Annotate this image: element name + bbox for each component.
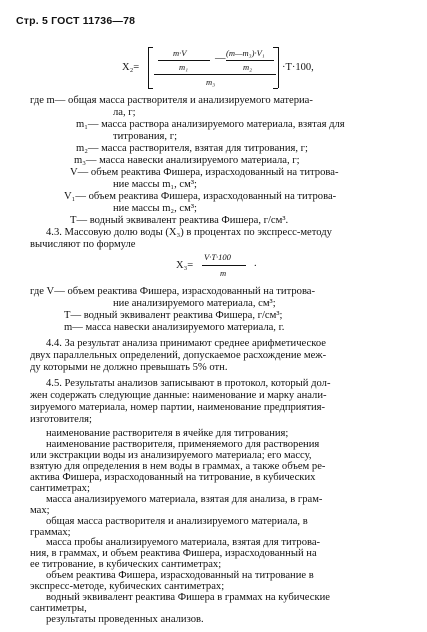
text-line: ние анализируемого материала, см³;	[113, 298, 276, 309]
page-header: Стр. 5 ГОСТ 11736—78	[16, 15, 136, 27]
bracket-right-top	[273, 47, 278, 48]
text-line: 4.5. Результаты анализов записывают в протокол, который дол-	[46, 378, 331, 389]
text-line: ду которыми не должно превышать 5% отн.	[30, 362, 228, 373]
bracket-left	[148, 47, 149, 88]
fraction-bar-main	[154, 74, 276, 75]
text-line: водный эквивалент реактива Фишера в граммах на кубические	[46, 592, 330, 604]
fraction-bar-right	[226, 60, 274, 61]
formula-x2-num-left: m·V	[173, 48, 187, 58]
fraction-bar-left	[158, 60, 210, 61]
text-line: наименование растворителя в ячейке для титрования;	[46, 428, 289, 439]
text-line: сантиметрах;	[30, 482, 90, 494]
text-line: взятую для определения в нем воды в граммах, а также объем ре-	[30, 460, 326, 472]
text-line: активa Фишера, израсходованный на титрование, в кубических	[30, 471, 316, 483]
text-line: T— водный эквивалент реактива Фишера, г/см³;	[64, 310, 283, 321]
formula-x2-tail: ·T·100,	[282, 62, 314, 73]
text-line: m₃— масса навески анализируемого материала, г;	[74, 155, 300, 166]
text-line: двух параллельных определений, допускаемое расхождение меж-	[30, 350, 327, 361]
text-line: 4.4. За результат анализа принимают среднее арифметическое	[46, 338, 326, 349]
text-line: граммах;	[30, 526, 71, 538]
text-line: мах;	[30, 504, 50, 516]
bracket-left-top	[148, 47, 153, 48]
text-line: V₁— объем реактива Фишера, израсходованный на титрова-	[64, 191, 337, 202]
text-line: объем реактива Фишера, израсходованный на титрование в	[46, 570, 314, 582]
text-line: где m— общая масса растворителя и анализируемого материа-	[30, 95, 313, 106]
text-line: ла, г;	[113, 107, 136, 118]
text-line: зируемого материала, номер партии, наименование предприятия-	[30, 402, 326, 413]
text-line: масса анализируемого материала, взятая для анализа, в грам-	[46, 493, 323, 505]
bracket-right-bottom	[273, 88, 278, 89]
text-line: где V— объем реактива Фишера, израсходованный на титрова-	[30, 286, 316, 297]
bracket-right	[278, 47, 279, 88]
text-line: T— водный эквивалент реактива Фишера, г/см³.	[70, 215, 289, 226]
text-line: изготовителя;	[30, 414, 92, 425]
text-line: жен содержать следующие данные: наименование и марку анали-	[30, 390, 327, 401]
formula-x3-numerator: V·T·100	[204, 252, 231, 262]
formula-x2-num-right: (m—m₃)·V₁	[226, 48, 265, 58]
formula-x3-denominator: m	[220, 268, 227, 278]
formula-x2-den-left: m₁	[179, 62, 189, 72]
text-line: ния, в граммах, и объем реактива Фишера, израсходованный на	[30, 548, 317, 560]
fraction-bar-x3	[202, 265, 246, 266]
text-line: ние массы m₁, см³;	[113, 179, 197, 190]
text-line: результаты проведенных анализов.	[46, 614, 204, 625]
text-line: титрования, г;	[113, 131, 178, 142]
text-line: общая масса растворителя и анализируемого материала, в	[46, 515, 308, 527]
formula-x2-minus: —	[215, 53, 226, 64]
formula-x2-den-bottom: m₃	[206, 77, 216, 87]
formula-x2-lhs: X₂=	[122, 62, 140, 73]
text-line: ние массы m₂, см³;	[113, 203, 197, 214]
text-line: масса пробы анализируемого материала, взятая для титрова-	[46, 537, 321, 549]
text-line: наименование растворителя, применяемого для растворения	[46, 438, 320, 450]
formula-x2-den-right: m₂	[243, 62, 253, 72]
text-line: сантиметры,	[30, 603, 87, 615]
text-line: m₂— масса растворителя, взятая для титрования, г;	[76, 143, 308, 154]
text-line: m₁— масса раствора анализируемого материала, взятая для	[76, 119, 345, 130]
formula-x3-tail: .	[254, 258, 257, 269]
text-line: 4.3. Массовую долю воды (X₃) в процентах по экспресс-методу	[46, 227, 332, 238]
formula-x3-lhs: X₃=	[176, 260, 194, 271]
text-line: m— масса навески анализируемого материала, г.	[64, 322, 285, 333]
text-line: вычисляют по формуле	[30, 239, 136, 250]
text-line: V— объем реактива Фишера, израсходованный на титрова-	[70, 167, 339, 178]
text-line: ее титрование, в кубических сантиметрах;	[30, 559, 222, 571]
text-line: экспресс-методе, кубических сантиметрах;	[30, 581, 225, 593]
text-line: или экстракции воды из анализируемого материала; его массу,	[30, 449, 312, 461]
bracket-left-bottom	[148, 88, 153, 89]
